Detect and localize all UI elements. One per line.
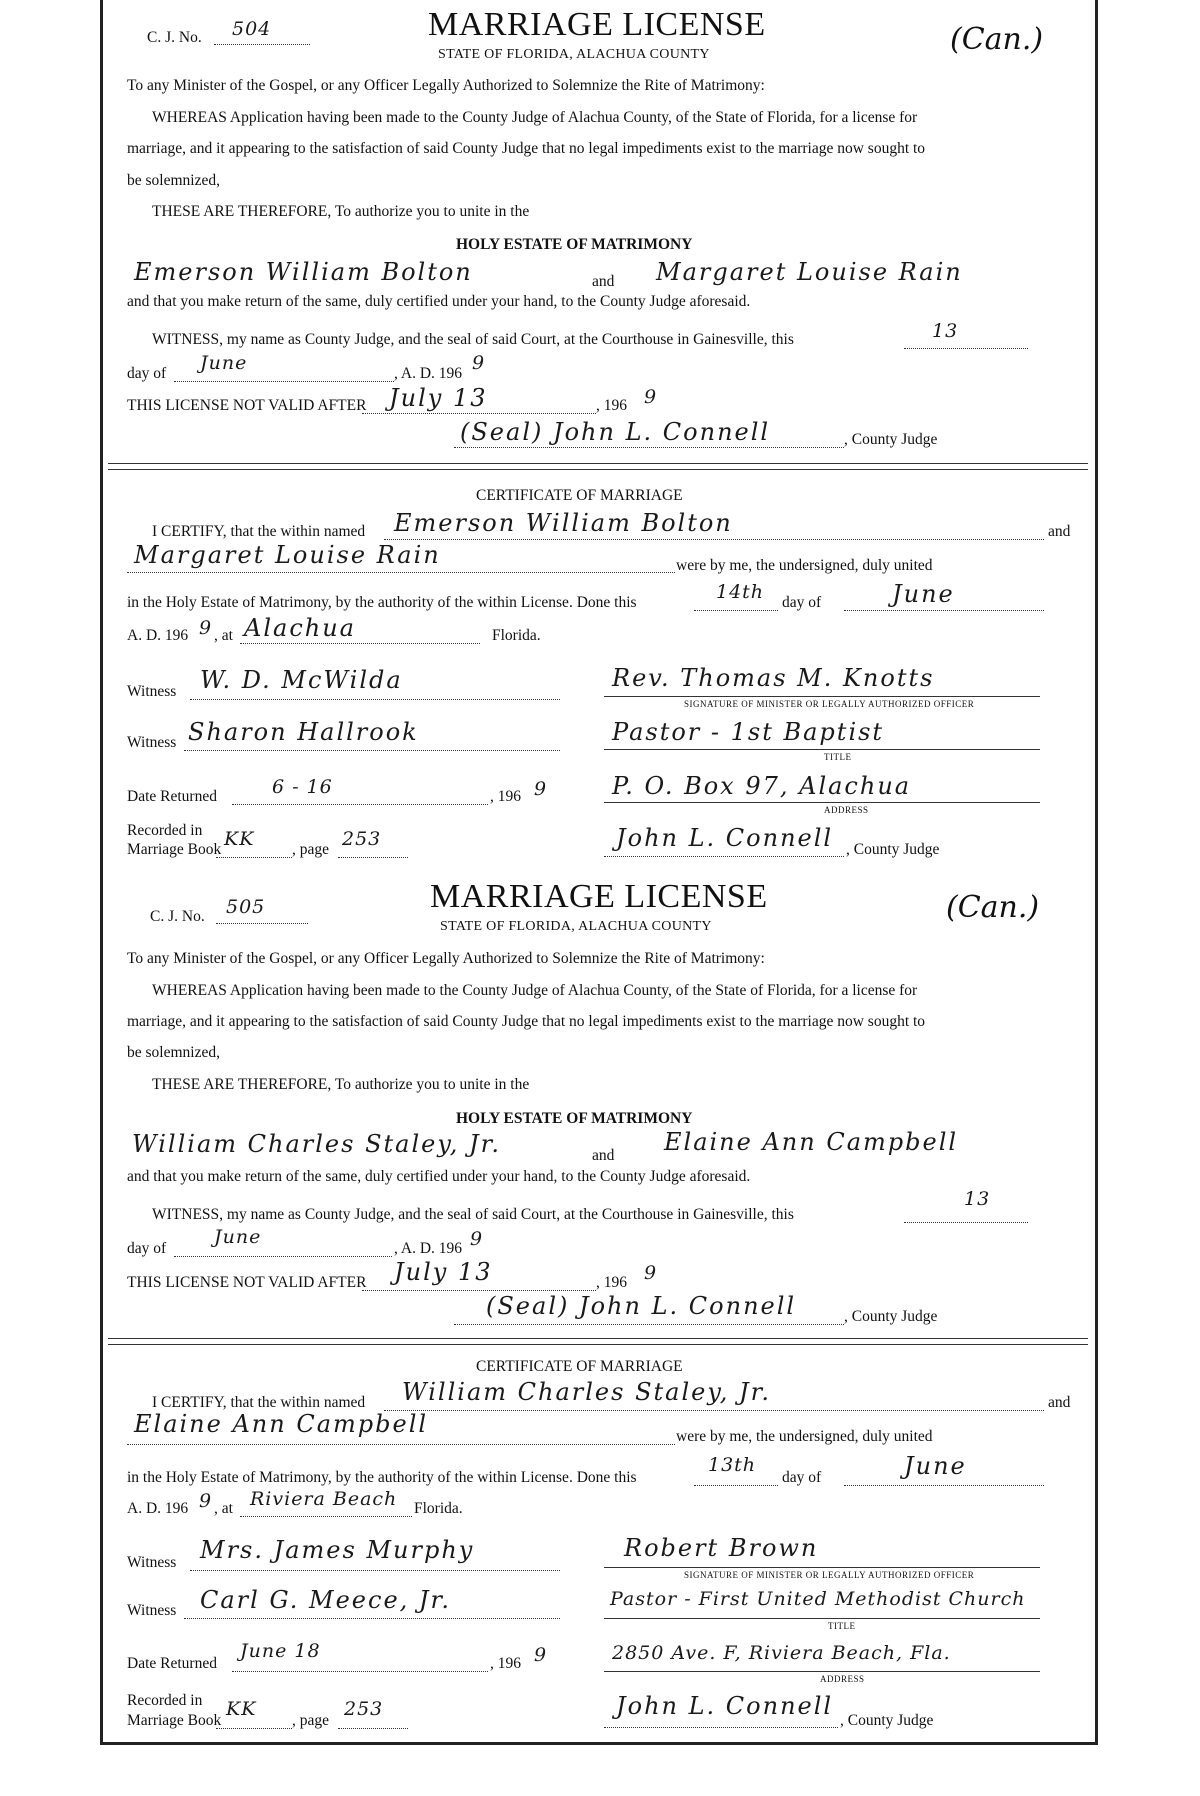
address-caption: ADDRESS: [824, 805, 869, 815]
section-rule-top: [108, 1338, 1088, 1339]
page-label: , page: [292, 841, 330, 858]
ad2-year: 9: [199, 617, 213, 639]
cert-and-word: and: [1048, 523, 1071, 540]
groom-name: Emerson William Bolton: [134, 258, 473, 286]
officiant-caption: SIGNATURE OF MINISTER OR LEGALLY AUTHORIZED OFFICER: [684, 1570, 975, 1580]
officiant-line: [604, 1567, 1040, 1568]
date-returned-line: [232, 1671, 488, 1672]
date-returned-value: 6 - 16: [272, 776, 333, 798]
not-valid-year: 9: [644, 1262, 658, 1284]
license-title: MARRIAGE LICENSE: [428, 6, 766, 43]
witness2-signature: Sharon Hallrook: [188, 718, 419, 746]
date-returned-line: [232, 804, 488, 805]
page-line: [338, 857, 408, 858]
ad2-year: 9: [199, 1490, 213, 1512]
year-value: 9: [472, 352, 486, 374]
cj-number-value: 504: [232, 18, 272, 40]
ad-label: , A. D. 196: [394, 365, 463, 382]
return-line: and that you make return of the same, duly certified under your hand, to the County Judge aforesaid.: [127, 1168, 751, 1185]
title-line: [604, 749, 1040, 750]
florida-label: Florida.: [492, 627, 541, 644]
place-line: [240, 643, 480, 644]
address-line: [604, 1671, 1040, 1672]
marriage-license-504: [104, 0, 1092, 878]
witness1-line: [190, 699, 560, 700]
not-valid-date: July 13: [389, 384, 488, 412]
title-line: [604, 1618, 1040, 1619]
place-value: Alachua: [244, 614, 356, 642]
judge-signature-line: [454, 447, 844, 448]
section-rule-bottom: [108, 1344, 1088, 1345]
whereas-line-2: marriage, and it appearing to the satisfaction of said County Judge that no legal impediments exist to the marriage now sought to: [127, 140, 926, 157]
ad-label: , A. D. 196: [394, 1240, 463, 1257]
not-valid-year-label: , 196: [596, 1274, 627, 1291]
place-line: [240, 1516, 412, 1517]
not-valid-date: July 13: [394, 1258, 493, 1286]
page-border-bottom: [100, 1742, 1098, 1745]
therefore-line: THESE ARE THEREFORE, To authorize you to unite in the: [152, 203, 530, 220]
cj-number-line: [216, 923, 308, 924]
witness-day-line: [904, 1222, 1028, 1223]
cert-groom-line: [384, 1410, 1044, 1411]
judge-signature-2-line: [604, 1727, 838, 1728]
marriage-book-label: Marriage Book: [127, 1712, 222, 1729]
cert-bride-name: Margaret Louise Rain: [134, 541, 441, 569]
page-border-left: [100, 0, 103, 1745]
license-subtitle: STATE OF FLORIDA, ALACHUA COUNTY: [438, 47, 710, 62]
judge-signature-2: John L. Connell: [616, 1692, 834, 1720]
not-valid-year: 9: [644, 386, 658, 408]
witness2-line: [184, 1618, 560, 1619]
holy-estate-heading: HOLY ESTATE OF MATRIMONY: [456, 1110, 693, 1127]
cert-groom-name: William Charles Staley, Jr.: [402, 1378, 772, 1406]
witness2-signature: Carl G. Meece, Jr.: [200, 1586, 451, 1614]
address-caption: ADDRESS: [820, 1674, 865, 1684]
date-returned-year: 9: [534, 1644, 548, 1666]
holy-estate-line: in the Holy Estate of Matrimony, by the authority of the within License. Done this: [127, 1469, 637, 1486]
date-returned-value: June 18: [240, 1640, 321, 1662]
done-day-line: [694, 1485, 778, 1486]
day-of-label: day of: [127, 1240, 167, 1257]
officiant-title: Pastor - First United Methodist Church: [610, 1588, 1026, 1610]
cert-and-word: and: [1048, 1394, 1071, 1411]
witness2-line: [184, 750, 560, 751]
book-line: [216, 857, 292, 858]
certificate-title: CERTIFICATE OF MARRIAGE: [476, 487, 683, 504]
united-text: were by me, the undersigned, duly united: [676, 1428, 933, 1445]
holy-estate-line: in the Holy Estate of Matrimony, by the authority of the within License. Done this: [127, 594, 637, 611]
judge-signature: (Seal) John L. Connell: [460, 418, 771, 446]
book-value: KK: [224, 828, 255, 850]
page-label: , page: [292, 1712, 330, 1729]
at-label: , at: [214, 627, 233, 644]
witness1-label: Witness: [127, 1554, 177, 1571]
done-day: 13th: [708, 1454, 757, 1476]
united-text: were by me, the undersigned, duly united: [676, 557, 933, 574]
month-line: [174, 1256, 392, 1257]
can-mark: (Can.): [950, 22, 1044, 57]
whereas-line-1: WHEREAS Application having been made to the County Judge of Alachua County, of the State of Florida, for a license for: [152, 982, 918, 999]
done-month: June: [904, 1452, 967, 1480]
year-value: 9: [470, 1228, 484, 1250]
page-line: [338, 1728, 408, 1729]
at-label: , at: [214, 1500, 233, 1517]
section-rule-bottom: [108, 469, 1088, 470]
month-value: June: [200, 352, 248, 374]
witness1-line: [190, 1570, 560, 1571]
county-judge-label-2: , County Judge: [840, 1712, 934, 1729]
cert-groom-line: [384, 539, 1044, 540]
bride-name: Margaret Louise Rain: [656, 258, 963, 286]
certify-label: I CERTIFY, that the within named: [152, 523, 366, 540]
witness2-label: Witness: [127, 734, 177, 751]
judge-signature-line: [454, 1324, 844, 1325]
witness1-signature: W. D. McWilda: [200, 666, 403, 694]
done-day: 14th: [716, 581, 765, 603]
cj-number-label: C. J. No.: [150, 908, 205, 925]
cj-number-line: [214, 44, 310, 45]
ad2-label: A. D. 196: [127, 627, 189, 644]
salutation-text: To any Minister of the Gospel, or any Officer Legally Authorized to Solemnize the Rite of Matrimony:: [127, 77, 765, 94]
witness-day-line: [904, 348, 1028, 349]
cert-bride-line: [127, 1444, 675, 1445]
officiant-title: Pastor - 1st Baptist: [612, 718, 885, 746]
ad2-label: A. D. 196: [127, 1500, 189, 1517]
book-line: [216, 1728, 292, 1729]
florida-label: Florida.: [414, 1500, 463, 1517]
recorded-in-label: Recorded in: [127, 1692, 203, 1709]
witness-line: WITNESS, my name as County Judge, and the seal of said Court, at the Courthouse in Gainesville, this: [152, 331, 794, 348]
county-judge-label: , County Judge: [844, 1308, 938, 1325]
and-word: and: [592, 273, 615, 290]
witness1-label: Witness: [127, 683, 177, 700]
month-line: [174, 381, 394, 382]
can-mark: (Can.): [946, 890, 1040, 925]
bride-name: Elaine Ann Campbell: [664, 1128, 959, 1156]
not-valid-label: THIS LICENSE NOT VALID AFTER: [127, 1274, 367, 1291]
done-day-of-label: day of: [782, 1469, 822, 1486]
page-value: 253: [344, 1698, 384, 1720]
title-caption: TITLE: [828, 1621, 856, 1631]
county-judge-label-2: , County Judge: [846, 841, 940, 858]
and-word: and: [592, 1147, 615, 1164]
certify-label: I CERTIFY, that the within named: [152, 1394, 366, 1411]
page-border-right: [1095, 0, 1098, 1745]
whereas-line-3: be solemnized,: [127, 1044, 220, 1061]
date-returned-label: Date Returned: [127, 788, 217, 805]
groom-name: William Charles Staley, Jr.: [132, 1130, 502, 1158]
whereas-line-3: be solemnized,: [127, 172, 220, 189]
book-value: KK: [226, 1698, 257, 1720]
whereas-line-1: WHEREAS Application having been made to the County Judge of Alachua County, of the State of Florida, for a license for: [152, 109, 918, 126]
not-valid-year-label: , 196: [596, 397, 627, 414]
not-valid-label: THIS LICENSE NOT VALID AFTER: [127, 397, 367, 414]
cj-number-label: C. J. No.: [147, 29, 202, 46]
judge-signature-2: John L. Connell: [616, 824, 834, 852]
whereas-line-2: marriage, and it appearing to the satisfaction of said County Judge that no legal impediments exist to the marriage now sought to: [127, 1013, 926, 1030]
not-valid-line: [362, 1290, 596, 1291]
date-returned-year-label: , 196: [490, 1655, 521, 1672]
place-value: Riviera Beach: [250, 1488, 398, 1510]
judge-signature-2-line: [604, 856, 844, 857]
therefore-line: THESE ARE THEREFORE, To authorize you to unite in the: [152, 1076, 530, 1093]
cj-number-value: 505: [226, 896, 266, 918]
witness-line: WITNESS, my name as County Judge, and the seal of said Court, at the Courthouse in Gainesville, this: [152, 1206, 794, 1223]
cert-bride-name: Elaine Ann Campbell: [134, 1410, 429, 1438]
date-returned-year-label: , 196: [490, 788, 521, 805]
return-line: and that you make return of the same, duly certified under your hand, to the County Judge aforesaid.: [127, 293, 751, 310]
done-day-line: [694, 610, 778, 611]
date-returned-label: Date Returned: [127, 1655, 217, 1672]
certificate-title: CERTIFICATE OF MARRIAGE: [476, 1358, 683, 1375]
day-of-label: day of: [127, 365, 167, 382]
witness-day: 13: [932, 320, 959, 342]
witness2-label: Witness: [127, 1602, 177, 1619]
cert-groom-name: Emerson William Bolton: [394, 509, 733, 537]
officiant-address: 2850 Ave. F, Riviera Beach, Fla.: [612, 1642, 951, 1664]
title-caption: TITLE: [824, 752, 852, 762]
section-rule-top: [108, 463, 1088, 464]
marriage-license-505: [104, 878, 1092, 1742]
officiant-line: [604, 696, 1040, 697]
done-day-of-label: day of: [782, 594, 822, 611]
officiant-address: P. O. Box 97, Alachua: [612, 772, 912, 800]
witness1-signature: Mrs. James Murphy: [200, 1536, 475, 1564]
month-value: June: [214, 1226, 262, 1248]
county-judge-label: , County Judge: [844, 431, 938, 448]
marriage-book-label: Marriage Book: [127, 841, 222, 858]
recorded-in-label: Recorded in: [127, 822, 203, 839]
witness-day: 13: [964, 1188, 991, 1210]
address-line: [604, 802, 1040, 803]
done-month: June: [892, 580, 955, 608]
license-title: MARRIAGE LICENSE: [430, 878, 768, 915]
judge-signature: (Seal) John L. Connell: [486, 1292, 797, 1320]
date-returned-year: 9: [534, 778, 548, 800]
page-value: 253: [342, 828, 382, 850]
done-month-line: [844, 610, 1044, 611]
license-subtitle: STATE OF FLORIDA, ALACHUA COUNTY: [440, 919, 712, 934]
not-valid-line: [362, 413, 596, 414]
officiant-signature: Robert Brown: [624, 1534, 819, 1562]
salutation-text: To any Minister of the Gospel, or any Officer Legally Authorized to Solemnize the Rite of Matrimony:: [127, 950, 765, 967]
holy-estate-heading: HOLY ESTATE OF MATRIMONY: [456, 236, 693, 253]
cert-bride-line: [127, 572, 675, 573]
done-month-line: [844, 1485, 1044, 1486]
officiant-signature: Rev. Thomas M. Knotts: [612, 664, 935, 692]
officiant-caption: SIGNATURE OF MINISTER OR LEGALLY AUTHORIZED OFFICER: [684, 699, 975, 709]
